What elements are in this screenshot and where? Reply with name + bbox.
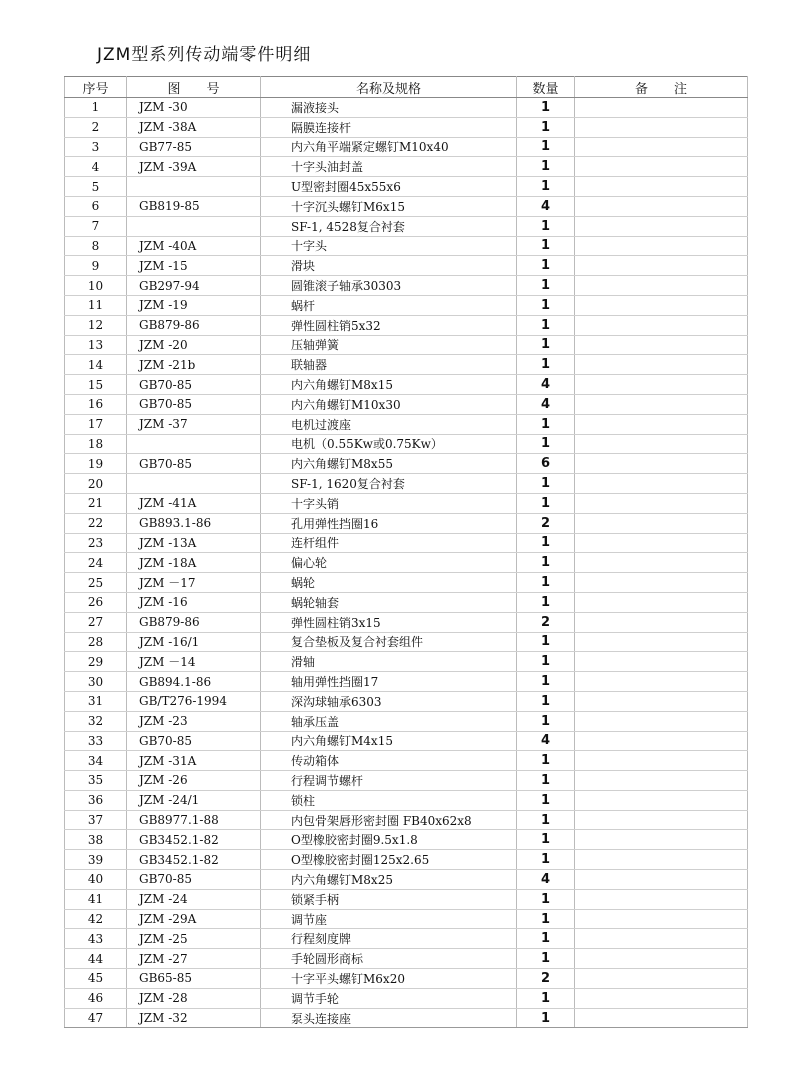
table-row: [65, 355, 748, 375]
row-index: 35: [65, 771, 127, 791]
row-quantity: 1: [517, 553, 575, 573]
row-name-spec: 圆锥滚子轴承30303: [261, 276, 517, 296]
row-name-spec: 调节座: [261, 909, 517, 929]
table-row: [65, 929, 748, 949]
row-drawing-number: JZM -30: [127, 98, 261, 118]
row-index: 10: [65, 276, 127, 296]
row-name-spec: 锁柱: [261, 790, 517, 810]
row-name-spec: 蜗杆: [261, 295, 517, 315]
row-drawing-number: JZM -19: [127, 295, 261, 315]
table-row: [65, 988, 748, 1008]
row-index: 1: [65, 98, 127, 118]
row-remarks: [575, 889, 748, 909]
table-row: [65, 672, 748, 692]
header-remarks: 备 注: [575, 77, 748, 98]
row-drawing-number: JZM -20: [127, 335, 261, 355]
row-remarks: [575, 830, 748, 850]
row-remarks: [575, 850, 748, 870]
row-quantity: 1: [517, 652, 575, 672]
row-drawing-number: JZM -32: [127, 1008, 261, 1028]
row-drawing-number: GB/T276-1994: [127, 691, 261, 711]
row-remarks: [575, 632, 748, 652]
row-name-spec: 深沟球轴承6303: [261, 691, 517, 711]
row-remarks: [575, 1008, 748, 1028]
row-remarks: [575, 335, 748, 355]
row-index: 2: [65, 117, 127, 137]
row-drawing-number: JZM -24/1: [127, 790, 261, 810]
row-index: 27: [65, 612, 127, 632]
row-drawing-number: GB819-85: [127, 196, 261, 216]
parts-table: [64, 76, 748, 1028]
row-drawing-number: JZM -29A: [127, 909, 261, 929]
row-quantity: 1: [517, 711, 575, 731]
document-title: JZM型系列传动端零件明细: [97, 45, 312, 65]
row-quantity: 1: [517, 949, 575, 969]
row-quantity: 1: [517, 117, 575, 137]
row-remarks: [575, 949, 748, 969]
row-quantity: 1: [517, 771, 575, 791]
table-row: [65, 1008, 748, 1028]
row-drawing-number: GB77-85: [127, 137, 261, 157]
table-row: [65, 493, 748, 513]
row-index: 42: [65, 909, 127, 929]
row-index: 26: [65, 592, 127, 612]
table-row: [65, 117, 748, 137]
row-remarks: [575, 553, 748, 573]
row-name-spec: 联轴器: [261, 355, 517, 375]
row-index: 20: [65, 474, 127, 494]
row-name-spec: 蜗轮: [261, 573, 517, 593]
row-drawing-number: GB879-86: [127, 315, 261, 335]
row-remarks: [575, 394, 748, 414]
row-drawing-number: JZM -40A: [127, 236, 261, 256]
row-index: 47: [65, 1008, 127, 1028]
row-name-spec: 蜗轮轴套: [261, 592, 517, 612]
row-remarks: [575, 355, 748, 375]
row-quantity: 1: [517, 276, 575, 296]
table-row: [65, 771, 748, 791]
row-quantity: 1: [517, 988, 575, 1008]
table-row: [65, 474, 748, 494]
row-quantity: 1: [517, 751, 575, 771]
row-remarks: [575, 929, 748, 949]
row-name-spec: 内六角平端紧定螺钉M10x40: [261, 137, 517, 157]
row-remarks: [575, 98, 748, 118]
table-row: [65, 157, 748, 177]
row-drawing-number: GB297-94: [127, 276, 261, 296]
row-remarks: [575, 533, 748, 553]
row-quantity: 2: [517, 969, 575, 989]
row-name-spec: 内六角螺钉M8x15: [261, 375, 517, 395]
table-row: [65, 137, 748, 157]
row-drawing-number: JZM -24: [127, 889, 261, 909]
row-drawing-number: GB8977.1-88: [127, 810, 261, 830]
row-remarks: [575, 691, 748, 711]
table-row: [65, 216, 748, 236]
table-row: [65, 454, 748, 474]
row-name-spec: 十字头: [261, 236, 517, 256]
row-index: 31: [65, 691, 127, 711]
row-name-spec: SF-1, 1620复合衬套: [261, 474, 517, 494]
row-index: 33: [65, 731, 127, 751]
table-row: [65, 573, 748, 593]
row-index: 28: [65, 632, 127, 652]
row-remarks: [575, 196, 748, 216]
row-drawing-number: JZM -38A: [127, 117, 261, 137]
row-remarks: [575, 672, 748, 692]
row-drawing-number: GB70-85: [127, 394, 261, 414]
row-name-spec: 滑块: [261, 256, 517, 276]
row-quantity: 1: [517, 632, 575, 652]
row-drawing-number: GB65-85: [127, 969, 261, 989]
row-index: 23: [65, 533, 127, 553]
table-row: [65, 889, 748, 909]
row-drawing-number: JZM -39A: [127, 157, 261, 177]
row-quantity: 1: [517, 533, 575, 553]
row-drawing-number: GB894.1-86: [127, 672, 261, 692]
row-quantity: 1: [517, 177, 575, 197]
row-remarks: [575, 573, 748, 593]
table-row: [65, 830, 748, 850]
row-index: 39: [65, 850, 127, 870]
row-remarks: [575, 295, 748, 315]
row-quantity: 4: [517, 731, 575, 751]
row-remarks: [575, 137, 748, 157]
row-index: 7: [65, 216, 127, 236]
row-index: 24: [65, 553, 127, 573]
header-name-spec: 名称及规格: [261, 77, 517, 98]
table-row: [65, 434, 748, 454]
table-row: [65, 612, 748, 632]
row-drawing-number: JZM －17: [127, 573, 261, 593]
row-index: 21: [65, 493, 127, 513]
row-name-spec: 漏液接头: [261, 98, 517, 118]
table-row: [65, 850, 748, 870]
row-drawing-number: JZM -27: [127, 949, 261, 969]
row-quantity: 1: [517, 929, 575, 949]
row-index: 34: [65, 751, 127, 771]
row-quantity: 1: [517, 474, 575, 494]
table-row: [65, 632, 748, 652]
row-remarks: [575, 375, 748, 395]
row-quantity: 4: [517, 196, 575, 216]
row-quantity: 1: [517, 355, 575, 375]
row-remarks: [575, 731, 748, 751]
row-name-spec: 压轴弹簧: [261, 335, 517, 355]
header-index: 序号: [65, 77, 127, 98]
row-drawing-number: JZM -15: [127, 256, 261, 276]
row-name-spec: 手轮圆形商标: [261, 949, 517, 969]
row-index: 45: [65, 969, 127, 989]
row-quantity: 1: [517, 672, 575, 692]
row-quantity: 1: [517, 315, 575, 335]
row-drawing-number: JZM -16: [127, 592, 261, 612]
row-name-spec: 泵头连接座: [261, 1008, 517, 1028]
row-name-spec: 孔用弹性挡圈16: [261, 513, 517, 533]
row-name-spec: 滑轴: [261, 652, 517, 672]
table-header-row: [65, 77, 748, 98]
row-quantity: 1: [517, 889, 575, 909]
row-name-spec: 隔膜连接杆: [261, 117, 517, 137]
row-name-spec: 弹性圆柱销3x15: [261, 612, 517, 632]
row-drawing-number: JZM -26: [127, 771, 261, 791]
row-remarks: [575, 276, 748, 296]
table-row: [65, 315, 748, 335]
row-remarks: [575, 612, 748, 632]
table-row: [65, 592, 748, 612]
row-drawing-number: [127, 177, 261, 197]
row-drawing-number: JZM －14: [127, 652, 261, 672]
row-name-spec: 弹性圆柱销5x32: [261, 315, 517, 335]
row-name-spec: 行程刻度牌: [261, 929, 517, 949]
row-name-spec: SF-1, 4528复合衬套: [261, 216, 517, 236]
row-drawing-number: JZM -41A: [127, 493, 261, 513]
row-drawing-number: GB70-85: [127, 454, 261, 474]
row-drawing-number: JZM -31A: [127, 751, 261, 771]
table-row: [65, 533, 748, 553]
row-quantity: 1: [517, 691, 575, 711]
row-index: 15: [65, 375, 127, 395]
row-name-spec: O型橡胶密封圈9.5x1.8: [261, 830, 517, 850]
row-quantity: 4: [517, 375, 575, 395]
row-name-spec: 轴用弹性挡圈17: [261, 672, 517, 692]
table-row: [65, 810, 748, 830]
row-quantity: 1: [517, 335, 575, 355]
row-remarks: [575, 592, 748, 612]
table-row: [65, 790, 748, 810]
row-quantity: 1: [517, 592, 575, 612]
row-name-spec: 内六角螺钉M10x30: [261, 394, 517, 414]
table-row: [65, 196, 748, 216]
row-remarks: [575, 771, 748, 791]
row-name-spec: 传动箱体: [261, 751, 517, 771]
row-name-spec: 电机（0.55Kw或0.75Kw）: [261, 434, 517, 454]
row-index: 32: [65, 711, 127, 731]
row-drawing-number: GB879-86: [127, 612, 261, 632]
row-quantity: 1: [517, 434, 575, 454]
row-name-spec: 轴承压盖: [261, 711, 517, 731]
row-quantity: 1: [517, 295, 575, 315]
row-name-spec: 十字平头螺钉M6x20: [261, 969, 517, 989]
row-remarks: [575, 711, 748, 731]
row-quantity: 1: [517, 1008, 575, 1028]
row-index: 40: [65, 870, 127, 890]
row-name-spec: 内六角螺钉M8x25: [261, 870, 517, 890]
row-remarks: [575, 414, 748, 434]
table-row: [65, 870, 748, 890]
row-remarks: [575, 256, 748, 276]
row-quantity: 1: [517, 909, 575, 929]
row-remarks: [575, 474, 748, 494]
row-remarks: [575, 454, 748, 474]
row-index: 36: [65, 790, 127, 810]
table-row: [65, 711, 748, 731]
row-index: 5: [65, 177, 127, 197]
row-remarks: [575, 216, 748, 236]
row-index: 29: [65, 652, 127, 672]
row-index: 9: [65, 256, 127, 276]
row-quantity: 1: [517, 790, 575, 810]
row-drawing-number: [127, 474, 261, 494]
row-drawing-number: GB3452.1-82: [127, 830, 261, 850]
table-row: [65, 513, 748, 533]
row-name-spec: 复合垫板及复合衬套组件: [261, 632, 517, 652]
row-drawing-number: GB70-85: [127, 375, 261, 395]
row-quantity: 1: [517, 810, 575, 830]
row-drawing-number: [127, 216, 261, 236]
row-name-spec: 连杆组件: [261, 533, 517, 553]
table-row: [65, 751, 748, 771]
row-index: 41: [65, 889, 127, 909]
row-drawing-number: GB893.1-86: [127, 513, 261, 533]
row-quantity: 1: [517, 573, 575, 593]
table-row: [65, 691, 748, 711]
row-quantity: 1: [517, 493, 575, 513]
row-name-spec: 偏心轮: [261, 553, 517, 573]
row-name-spec: 行程调节螺杆: [261, 771, 517, 791]
row-quantity: 4: [517, 394, 575, 414]
row-name-spec: 内六角螺钉M8x55: [261, 454, 517, 474]
row-drawing-number: JZM -21b: [127, 355, 261, 375]
row-remarks: [575, 315, 748, 335]
table-row: [65, 276, 748, 296]
row-drawing-number: [127, 434, 261, 454]
row-index: 13: [65, 335, 127, 355]
row-name-spec: 锁紧手柄: [261, 889, 517, 909]
row-remarks: [575, 909, 748, 929]
table-row: [65, 98, 748, 118]
row-remarks: [575, 988, 748, 1008]
header-drawing-number: 图 号: [127, 77, 261, 98]
table-row: [65, 295, 748, 315]
row-quantity: 1: [517, 850, 575, 870]
table-body: [65, 98, 748, 1028]
table-row: [65, 375, 748, 395]
table-row: [65, 949, 748, 969]
table-row: [65, 335, 748, 355]
table-row: [65, 256, 748, 276]
row-quantity: 1: [517, 236, 575, 256]
row-quantity: 1: [517, 98, 575, 118]
table-row: [65, 394, 748, 414]
row-name-spec: 内六角螺钉M4x15: [261, 731, 517, 751]
row-drawing-number: GB3452.1-82: [127, 850, 261, 870]
row-index: 18: [65, 434, 127, 454]
table-row: [65, 969, 748, 989]
row-name-spec: 调节手轮: [261, 988, 517, 1008]
header-quantity: 数量: [517, 77, 575, 98]
row-quantity: 1: [517, 157, 575, 177]
row-index: 38: [65, 830, 127, 850]
row-drawing-number: JZM -13A: [127, 533, 261, 553]
row-index: 30: [65, 672, 127, 692]
row-index: 16: [65, 394, 127, 414]
row-quantity: 2: [517, 513, 575, 533]
row-index: 11: [65, 295, 127, 315]
row-quantity: 4: [517, 870, 575, 890]
row-index: 17: [65, 414, 127, 434]
row-remarks: [575, 236, 748, 256]
row-index: 6: [65, 196, 127, 216]
table-row: [65, 177, 748, 197]
row-remarks: [575, 513, 748, 533]
row-quantity: 1: [517, 256, 575, 276]
row-remarks: [575, 751, 748, 771]
row-index: 25: [65, 573, 127, 593]
row-name-spec: U型密封圈45x55x6: [261, 177, 517, 197]
row-remarks: [575, 790, 748, 810]
row-quantity: 1: [517, 216, 575, 236]
row-name-spec: 十字头油封盖: [261, 157, 517, 177]
table-row: [65, 553, 748, 573]
row-name-spec: 电机过渡座: [261, 414, 517, 434]
row-quantity: 1: [517, 137, 575, 157]
table-row: [65, 652, 748, 672]
row-quantity: 2: [517, 612, 575, 632]
row-index: 12: [65, 315, 127, 335]
row-index: 4: [65, 157, 127, 177]
row-remarks: [575, 870, 748, 890]
row-index: 37: [65, 810, 127, 830]
table-row: [65, 731, 748, 751]
row-drawing-number: JZM -18A: [127, 553, 261, 573]
row-name-spec: 十字头销: [261, 493, 517, 513]
row-quantity: 1: [517, 830, 575, 850]
row-index: 14: [65, 355, 127, 375]
row-remarks: [575, 652, 748, 672]
row-name-spec: 内包骨架唇形密封圈 FB40x62x8: [261, 810, 517, 830]
row-drawing-number: JZM -28: [127, 988, 261, 1008]
row-remarks: [575, 434, 748, 454]
row-quantity: 6: [517, 454, 575, 474]
row-index: 19: [65, 454, 127, 474]
table-row: [65, 236, 748, 256]
row-name-spec: O型橡胶密封圈125x2.65: [261, 850, 517, 870]
row-quantity: 1: [517, 414, 575, 434]
row-index: 3: [65, 137, 127, 157]
row-remarks: [575, 969, 748, 989]
row-index: 22: [65, 513, 127, 533]
row-index: 8: [65, 236, 127, 256]
row-drawing-number: JZM -23: [127, 711, 261, 731]
table-row: [65, 909, 748, 929]
row-drawing-number: JZM -16/1: [127, 632, 261, 652]
row-drawing-number: JZM -25: [127, 929, 261, 949]
row-remarks: [575, 493, 748, 513]
row-remarks: [575, 177, 748, 197]
row-index: 43: [65, 929, 127, 949]
row-name-spec: 十字沉头螺钉M6x15: [261, 196, 517, 216]
row-remarks: [575, 157, 748, 177]
row-drawing-number: JZM -37: [127, 414, 261, 434]
row-index: 44: [65, 949, 127, 969]
row-drawing-number: GB70-85: [127, 731, 261, 751]
row-drawing-number: GB70-85: [127, 870, 261, 890]
row-index: 46: [65, 988, 127, 1008]
table-row: [65, 414, 748, 434]
row-remarks: [575, 117, 748, 137]
row-remarks: [575, 810, 748, 830]
